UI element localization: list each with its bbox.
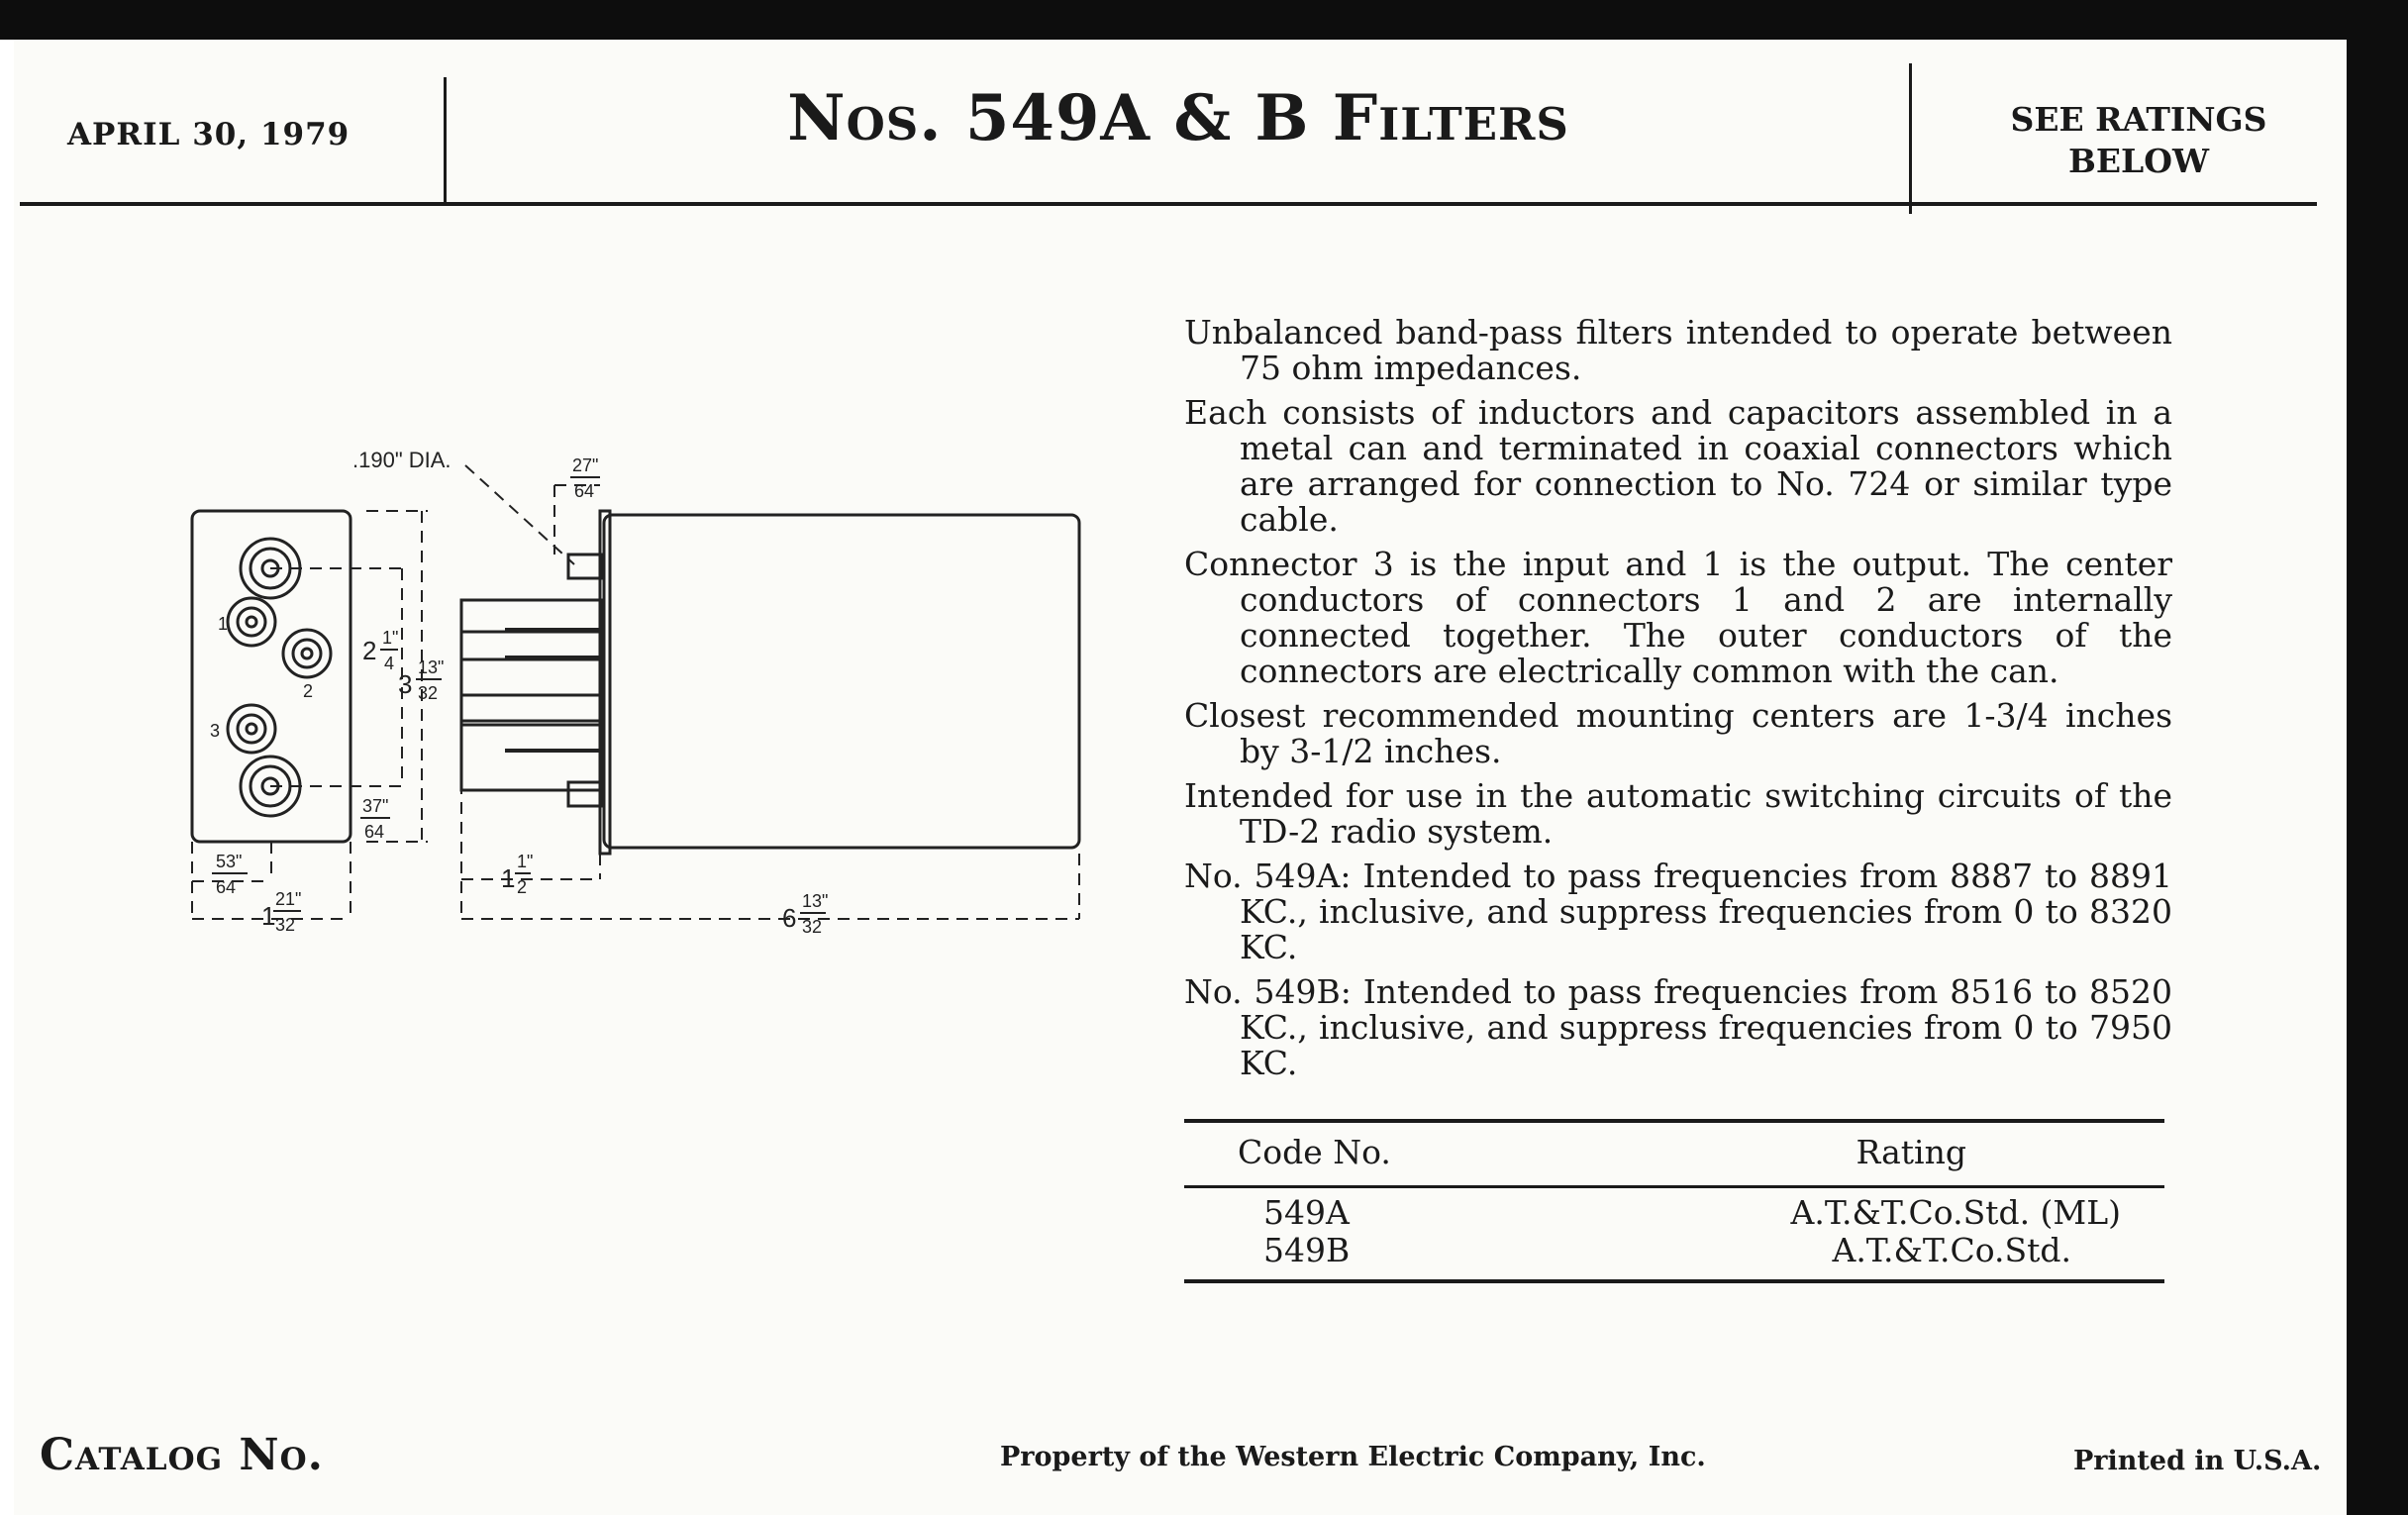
header-divider-right	[1909, 63, 1912, 214]
dim-1-1-2-whole: 1	[501, 863, 516, 893]
connector-label-1: 1	[218, 614, 229, 634]
description-paragraph: Connector 3 is the input and 1 is the output. The center conductors of connectors 1 and 2 are internally connected together. The outer conductors of the connectors are electrically common with the can.	[1184, 545, 2172, 690]
catalog-number-label: Catalog No.	[40, 1430, 324, 1480]
ratings-note	[1941, 99, 2337, 182]
dim-1-1-2-den: 2	[517, 877, 528, 897]
dim-2-1-4-den: 4	[384, 654, 395, 673]
dim-3-13-32-den: 32	[418, 683, 439, 703]
dim-2-1-4-whole: 2	[362, 636, 377, 665]
dim-1-21-32-num: 21"	[275, 889, 302, 909]
description-paragraph: Intended for use in the automatic switching circuits of the TD-2 radio system.	[1184, 776, 2172, 851]
mounting-bracket-lower	[461, 695, 602, 790]
dim-2-1-4-num: 1"	[382, 628, 399, 648]
ratings-table-header	[1184, 1119, 2164, 1188]
connector-1	[228, 598, 275, 646]
property-notice: Property of the Western Electric Company, Inc.	[1000, 1442, 1706, 1472]
printed-notice: Printed in U.S.A.	[2073, 1446, 2322, 1476]
column-header-rating: Rating	[1856, 1133, 1966, 1171]
dim-27-64-den: 64	[574, 481, 595, 501]
issue-date: APRIL 30, 1979	[67, 117, 351, 152]
dim-53-64-num: 53"	[216, 852, 243, 871]
dim-3-13-32-num: 13"	[418, 657, 445, 677]
page-title: Nos. 549A & B Filters	[787, 81, 1569, 155]
column-header-code: Code No.	[1238, 1133, 1391, 1171]
table-row	[1184, 1194, 2164, 1232]
description-text	[1184, 315, 2172, 1090]
rating-cell: A.T.&T.Co.Std. (ML)	[1790, 1193, 2121, 1232]
description-paragraph: No. 549A: Intended to pass frequencies from 8887 to 8891 KC., inclusive, and suppress frequencies from 0 to 8320 KC.	[1184, 857, 2172, 966]
connector-2	[283, 630, 331, 677]
scan-border-top	[0, 0, 2408, 40]
code-cell: 549B	[1263, 1231, 1351, 1269]
dim-37-64-den: 64	[364, 822, 385, 842]
description-paragraph: Closest recommended mounting centers are 1-3/4 inches by 3-1/2 inches.	[1184, 696, 2172, 770]
dia-label: .190" DIA.	[352, 448, 452, 472]
connector-label-2: 2	[303, 681, 314, 701]
ratings-note-line1: SEE RATINGS	[2010, 100, 2267, 139]
connector-3	[228, 705, 275, 753]
dim-1-21-32-whole: 1	[261, 901, 276, 931]
dim-6-13-32-num: 13"	[802, 891, 829, 911]
scan-border-right	[2347, 0, 2408, 1515]
table-row	[1184, 1232, 2164, 1269]
ratings-table	[1184, 1119, 2164, 1283]
dim-27-64-num: 27"	[572, 455, 599, 475]
description-paragraph: No. 549B: Intended to pass frequencies from 8516 to 8520 KC., inclusive, and suppress frequencies from 0 to 7950 KC.	[1184, 972, 2172, 1082]
description-paragraph: Each consists of inductors and capacitors assembled in a metal can and terminated in coaxial connectors which are arranged for connection to No. 724 or similar type cable.	[1184, 393, 2172, 539]
rating-cell: A.T.&T.Co.Std.	[1832, 1231, 2071, 1269]
filter-dimension-drawing	[168, 436, 1119, 951]
description-paragraph: Unbalanced band-pass filters intended to operate between 75 ohm impedances.	[1184, 313, 2172, 387]
ratings-note-line2: BELOW	[2067, 142, 2210, 180]
connector-label-3: 3	[210, 721, 221, 741]
dim-53-64-den: 64	[216, 877, 237, 897]
dim-6-13-32-whole: 6	[782, 903, 797, 933]
side-connector-upper	[568, 555, 602, 578]
dim-6-13-32-den: 32	[802, 917, 823, 937]
dim-1-1-2-num: 1"	[517, 852, 534, 871]
side-connector-lower	[568, 782, 602, 806]
code-cell: 549A	[1263, 1193, 1350, 1232]
dim-1-21-32-den: 32	[275, 915, 296, 935]
ratings-table-body	[1184, 1188, 2164, 1283]
header-rule	[20, 202, 2317, 206]
side-view-can	[604, 515, 1079, 848]
dim-3-13-32-whole: 3	[398, 669, 413, 699]
dim-37-64-num: 37"	[362, 796, 389, 816]
